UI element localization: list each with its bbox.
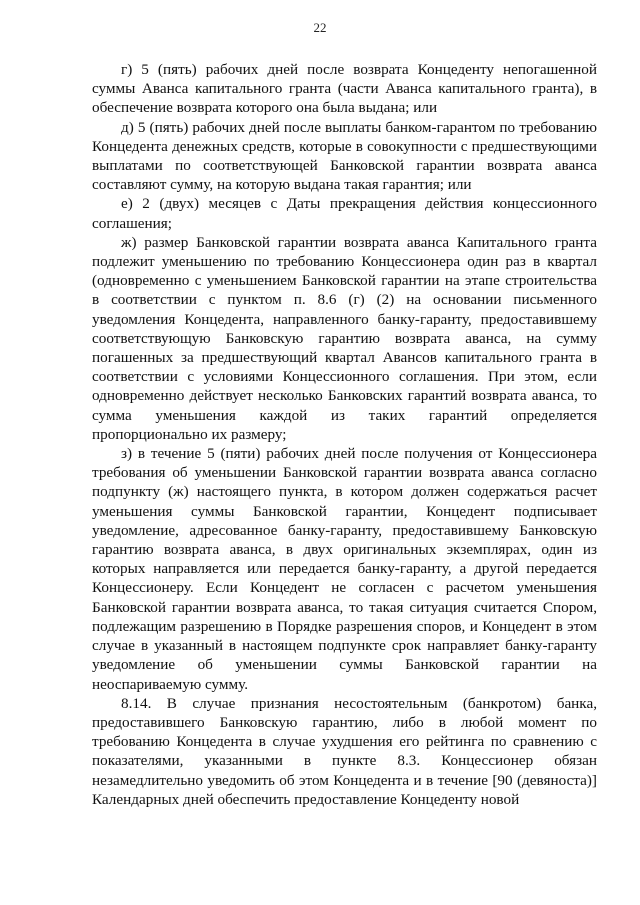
page-number: 22 bbox=[313, 20, 327, 35]
paragraph-z: з) в течение 5 (пяти) рабочих дней после получения от Концессионера требования об уменьшении Банковской гарантии возврата аванса согласно подпункту (ж) настоящего пункта, в котором должен содержаться расчет уменьшения суммы Банковской гарантии, Концедент подписывает уведомление, адресованное банку-гаранту, предоставившему Банковскую гарантию возврата аванса, в двух оригинальных экземплярах, один из которых направляется или передается банку-гаранту, а другой передается Концессионеру. Если Концедент не согласен с расчетом уменьшения Банковской гарантии возврата аванса, то такая ситуация считается Спором, подлежащим разрешению в Порядке разрешения споров, и Концедент в этом случае в указанный в настоящем подпункте срок направляет банку-гаранту уведомление об уменьшении суммы Банковской гарантии на неоспариваемую сумму. bbox=[92, 445, 597, 693]
paragraph-8-14: 8.14. В случае признания несостоятельным (банкротом) банка, предоставившего Банковскую гарантию, либо в любой момент по требованию Концедента в случае ухудшения его рейтинга по сравнению с показателями, указанными в пункте 8.3. Концессионер обязан незамедлительно уведомить об этом Концедента и в течение [90 (девяноста)] Календарных дней обеспечить предоставление Концеденту новой bbox=[92, 694, 597, 808]
paragraph-zh: ж) размер Банковской гарантии возврата аванса Капитального гранта подлежит уменьшению по требованию Концессионера один раз в квартал (одновременно с уменьшением Банковской гарантии на этапе строительства в соответствии с пунктом п. 8.6 (г) (2) на основании письменного уведомления Концедента, направленного банку-гаранту, предоставившему соответствующую Банковскую гарантию возврата аванса, на сумму погашенных за предшествующий квартал Авансов капитального гранта в соответствии с условиями Концессионного соглашения. При этом, если одновременно действует несколько Банковских гарантий возврата аванса, то сумма уменьшения каждой из таких гарантий определяется пропорционально их размеру; bbox=[92, 233, 597, 443]
paragraph-d: д) 5 (пять) рабочих дней после выплаты банком-гарантом по требованию Концедента денежных средств, которые в совокупности с предшествующими выплатами по соответствующей Банковской гарантии возврата аванса составляют сумму, на которую выдана такая гарантия; или bbox=[92, 118, 597, 194]
paragraph-g: г) 5 (пять) рабочих дней после возврата Концеденту непогашенной суммы Аванса капитального гранта (части Аванса капитального гранта), в обеспечение возврата которого она была выдана; или bbox=[92, 61, 597, 117]
document-body bbox=[92, 60, 597, 809]
paragraph-e: е) 2 (двух) месяцев с Даты прекращения действия концессионного соглашения; bbox=[92, 195, 597, 232]
